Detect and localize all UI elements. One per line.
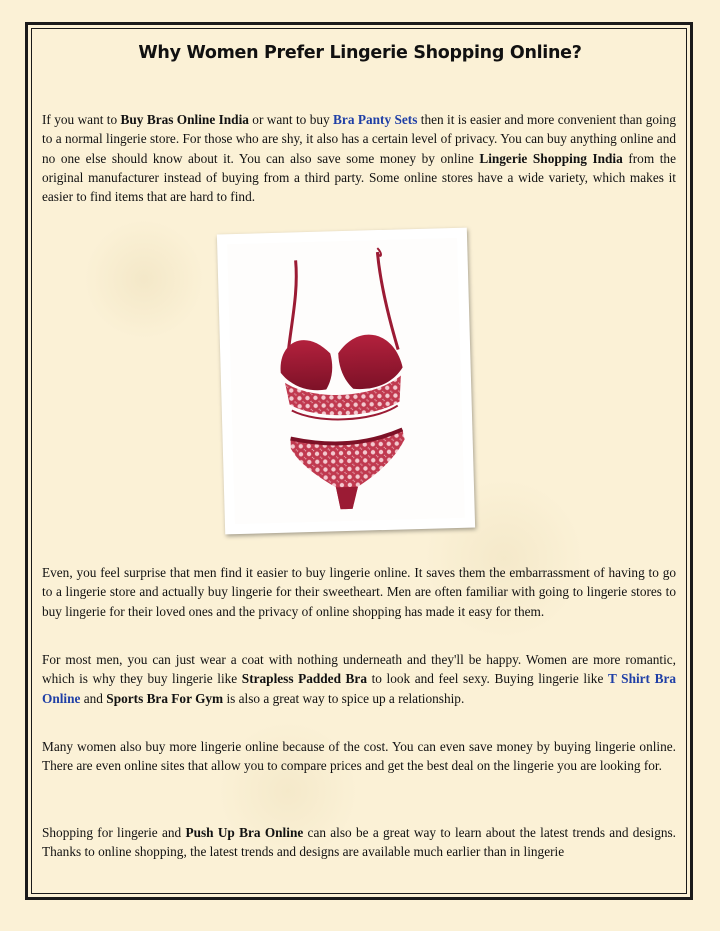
page-title: Why Women Prefer Lingerie Shopping Online?	[138, 43, 582, 63]
text-run: from the original manufacturer instead of buying from a third party. Some online stores have a wide variety, which makes it easier to find items that are hard to find.	[42, 150, 676, 205]
romance-paragraph	[42, 650, 676, 708]
link-t-shirt-bra-online[interactable]: T Shirt Bra Online	[42, 671, 676, 706]
men-shopping-paragraph: Even, you feel surprise that men find it easier to buy lingerie online. It saves them the embarrassment of having to go to a lingerie store and actually buy lingerie for their sweetheart. Men are often familiar with going to lingerie stores to buy lingerie for their loved ones and the privacy of online shopping has made it easy for them.	[42, 565, 676, 619]
trends-paragraph	[42, 823, 676, 861]
text-run: For most men, you can just wear a coat with nothing underneath and they'll be happy. Women are more romantic, which is why they buy lingerie like	[42, 652, 676, 687]
keyword-strapless-padded-bra: Strapless Padded Bra	[241, 671, 367, 687]
keyword-buy-bras-online-india: Buy Bras Online India	[120, 112, 249, 127]
text-run: to look and feel sexy. Buying lingerie like	[366, 671, 608, 687]
keyword-lingerie-shopping-india: Lingerie Shopping India	[479, 150, 623, 166]
bra-panty-set-image	[227, 238, 465, 524]
text-run: or want to buy	[248, 112, 334, 127]
intro-paragraph	[42, 110, 676, 206]
text-run: can also be a great way to learn about the latest trends and designs. Thanks to online shopping, the latest trends and designs are available much earlier than in lingerie	[42, 825, 676, 860]
text-run: If you want to	[42, 112, 121, 127]
lingerie-photo-frame	[217, 228, 475, 535]
text-run: and	[80, 690, 107, 706]
link-bra-panty-sets[interactable]: Bra Panty Sets	[333, 112, 418, 127]
lingerie-illustration	[227, 238, 465, 524]
text-run: is also a great way to spice up a relationship.	[223, 690, 465, 706]
cost-paragraph: Many women also buy more lingerie online because of the cost. You can even save money by buying lingerie online. There are even online sites that allow you to compare prices and get the best deal on the lingerie you are looking for.	[42, 739, 676, 774]
text-run: Shopping for lingerie and	[42, 825, 186, 840]
text-run: then it is easier and more convenient than going to a normal lingerie store. For those who are shy, it also has a certain level of privacy. You can buy anything online and no one else should know about it. You can also save some money by online	[42, 112, 676, 166]
keyword-push-up-bra-online: Push Up Bra Online	[185, 825, 304, 840]
keyword-sports-bra-for-gym: Sports Bra For Gym	[106, 690, 224, 706]
